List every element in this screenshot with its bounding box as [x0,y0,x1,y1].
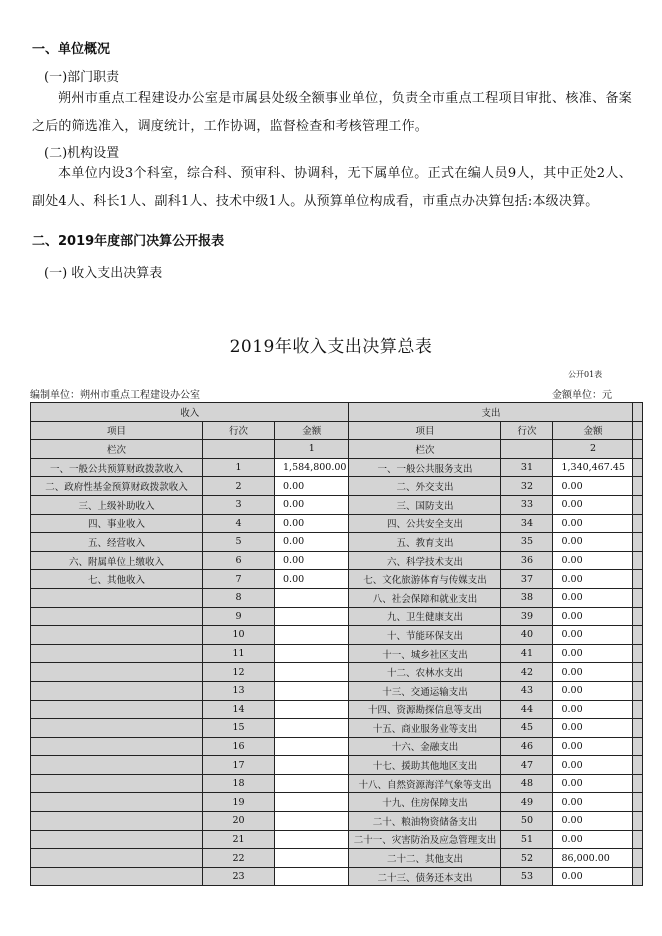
expense-item-cell: 七、文化旅游体育与传媒支出 [349,570,501,589]
edge-cell [633,774,643,793]
income-item-cell [31,719,203,738]
expense-line-cell: 42 [501,663,553,682]
expense-item-cell: 十七、援助其他地区支出 [349,756,501,775]
edge-cell [633,440,643,459]
income-item-cell [31,867,203,886]
edge-cell [633,403,643,422]
expense-item-cell: 五、教育支出 [349,533,501,552]
income-line-cell: 8 [203,588,275,607]
edge-cell [633,458,643,477]
expense-header: 支出 [349,403,633,422]
expense-amount-cell: 0.00 [553,663,633,682]
income-expense-subheading: (一) 收入支出决算表 [44,266,163,281]
income-expense-table [30,402,643,886]
income-amount-cell [275,700,349,719]
edge-cell [633,495,643,514]
expense-line-cell: 38 [501,588,553,607]
expense-amount-cell: 0.00 [553,588,633,607]
expense-amount-cell: 0.00 [553,514,633,533]
expense-item-cell: 二、外交支出 [349,477,501,496]
income-line-cell: 15 [203,719,275,738]
expense-line-cell: 50 [501,812,553,831]
edge-cell [633,421,643,440]
income-item-cell [31,830,203,849]
expense-line-header: 行次 [501,421,553,440]
edge-cell [633,812,643,831]
income-line-cell: 10 [203,626,275,645]
edge-cell [633,793,643,812]
expense-line-cell: 31 [501,458,553,477]
expense-amount-cell: 0.00 [553,719,633,738]
expense-item-cell: 十一、城乡社区支出 [349,644,501,663]
expense-item-header: 项目 [349,421,501,440]
expense-amount-cell: 0.00 [553,867,633,886]
edge-cell [633,681,643,700]
expense-lanci-number: 2 [553,440,633,459]
table-row [31,533,643,552]
edge-cell [633,719,643,738]
income-item-cell [31,793,203,812]
duties-subheading: (一)部门职责 [44,70,120,85]
income-line-cell: 18 [203,774,275,793]
expense-amount-cell: 0.00 [553,793,633,812]
income-line-header: 行次 [203,421,275,440]
income-lanci-label: 栏次 [31,440,203,459]
expense-item-cell: 十九、住房保障支出 [349,793,501,812]
expense-amount-cell: 0.00 [553,830,633,849]
income-item-cell: 一、一般公共预算财政拨款收入 [31,458,203,477]
edge-cell [633,867,643,886]
income-item-cell: 二、政府性基金预算财政拨款收入 [31,477,203,496]
income-item-cell: 四、事业收入 [31,514,203,533]
income-item-cell: 六、附属单位上缴收入 [31,551,203,570]
income-item-cell [31,663,203,682]
table-row [31,570,643,589]
expense-item-cell: 三、国防支出 [349,495,501,514]
expense-item-cell: 十八、自然资源海洋气象等支出 [349,774,501,793]
report-code: 公开01表 [568,370,603,379]
expense-amount-cell: 0.00 [553,774,633,793]
income-line-cell: 17 [203,756,275,775]
income-amount-cell [275,663,349,682]
expense-item-cell: 二十、粮油物资储备支出 [349,812,501,831]
expense-amount-cell: 0.00 [553,812,633,831]
expense-amount-cell: 0.00 [553,551,633,570]
income-amount-cell: 0.00 [275,477,349,496]
edge-cell [633,588,643,607]
income-amount-cell [275,588,349,607]
expense-line-cell: 48 [501,774,553,793]
expense-line-cell: 49 [501,793,553,812]
income-amount-cell: 0.00 [275,570,349,589]
currency-unit: 金额单位：元 [552,390,612,401]
income-amount-cell [275,849,349,868]
table-row [31,663,643,682]
income-amount-cell [275,737,349,756]
income-line-cell: 20 [203,812,275,831]
income-line-cell: 2 [203,477,275,496]
expense-amount-cell: 0.00 [553,681,633,700]
table-row [31,756,643,775]
income-lanci-blank [203,440,275,459]
income-line-cell: 4 [203,514,275,533]
income-amount-cell [275,681,349,700]
expense-item-cell: 九、卫生健康支出 [349,607,501,626]
expense-item-cell: 十五、商业服务业等支出 [349,719,501,738]
table-row [31,737,643,756]
expense-line-cell: 34 [501,514,553,533]
edge-cell [633,514,643,533]
income-line-cell: 11 [203,644,275,663]
section-2-heading: 二、2019年度部门决算公开报表 [32,234,225,249]
expense-amount-cell: 0.00 [553,477,633,496]
expense-amount-cell: 0.00 [553,737,633,756]
expense-amount-cell: 0.00 [553,495,633,514]
edge-cell [633,849,643,868]
expense-line-cell: 51 [501,830,553,849]
income-line-cell: 22 [203,849,275,868]
income-item-cell [31,700,203,719]
expense-amount-cell: 0.00 [553,607,633,626]
income-line-cell: 1 [203,458,275,477]
income-amount-cell [275,830,349,849]
income-item-header: 项目 [31,421,203,440]
expense-line-cell: 43 [501,681,553,700]
expense-line-cell: 36 [501,551,553,570]
income-amount-cell: 0.00 [275,514,349,533]
organization-subheading: (二)机构设置 [44,146,120,161]
table-row [31,774,643,793]
expense-amount-cell: 1,340,467.45 [553,458,633,477]
table-row [31,793,643,812]
expense-item-cell: 二十三、债务还本支出 [349,867,501,886]
expense-item-cell: 十六、金融支出 [349,737,501,756]
income-line-cell: 12 [203,663,275,682]
edge-cell [633,700,643,719]
edge-cell [633,607,643,626]
table-row [31,477,643,496]
income-line-cell: 3 [203,495,275,514]
expense-line-cell: 33 [501,495,553,514]
expense-amount-cell: 0.00 [553,644,633,663]
income-amount-cell: 0.00 [275,495,349,514]
expense-line-cell: 32 [501,477,553,496]
table-row [31,607,643,626]
income-amount-cell [275,626,349,645]
income-item-cell: 五、经营收入 [31,533,203,552]
edge-cell [633,477,643,496]
expense-item-cell: 二十二、其他支出 [349,849,501,868]
expense-line-cell: 35 [501,533,553,552]
income-line-cell: 14 [203,700,275,719]
income-item-cell [31,681,203,700]
edge-cell [633,570,643,589]
table-row [31,719,643,738]
table-row [31,588,643,607]
income-item-cell [31,737,203,756]
table-row [31,514,643,533]
report-title: 2019年收入支出决算总表 [229,337,433,357]
expense-line-cell: 53 [501,867,553,886]
expense-item-cell: 十、节能环保支出 [349,626,501,645]
expense-amount-cell: 0.00 [553,533,633,552]
income-item-cell [31,849,203,868]
income-item-cell: 七、其他收入 [31,570,203,589]
edge-cell [633,830,643,849]
expense-line-cell: 52 [501,849,553,868]
income-item-cell [31,756,203,775]
expense-line-cell: 44 [501,700,553,719]
income-amount-cell [275,774,349,793]
income-item-cell [31,774,203,793]
expense-line-cell: 45 [501,719,553,738]
edge-cell [633,644,643,663]
expense-line-cell: 41 [501,644,553,663]
edge-cell [633,756,643,775]
income-amount-cell: 1,584,800.00 [275,458,349,477]
table-row [31,551,643,570]
expense-item-cell: 十三、交通运输支出 [349,681,501,700]
income-line-cell: 5 [203,533,275,552]
table-row [31,681,643,700]
table-row [31,867,643,886]
income-line-cell: 9 [203,607,275,626]
income-item-cell [31,626,203,645]
income-item-cell [31,607,203,626]
expense-amount-cell: 0.00 [553,570,633,589]
income-amount-header: 金额 [275,421,349,440]
expense-line-cell: 39 [501,607,553,626]
organization-paragraph: 本单位内设3个科室，综合科、预审科、协调科，无下属单位。正式在编人员9人，其中正处2人、副处4人、科长1人、副科1人、技术中级1人。从预算单位构成看，市重点办决算包括:本级决算。 [32,166,632,209]
income-amount-cell [275,644,349,663]
compiling-unit: 编制单位：朔州市重点工程建设办公室 [30,390,200,401]
section-1-heading: 一、单位概况 [32,42,111,57]
income-line-cell: 13 [203,681,275,700]
table-row [31,700,643,719]
expense-item-cell: 四、公共安全支出 [349,514,501,533]
table-row [31,626,643,645]
income-amount-cell: 0.00 [275,533,349,552]
expense-amount-header: 金额 [553,421,633,440]
expense-amount-cell: 0.00 [553,626,633,645]
edge-cell [633,626,643,645]
income-line-cell: 6 [203,551,275,570]
expense-item-cell: 十四、资源勘探信息等支出 [349,700,501,719]
income-line-cell: 19 [203,793,275,812]
income-amount-cell [275,719,349,738]
expense-amount-cell: 86,000.00 [553,849,633,868]
income-item-cell [31,812,203,831]
table-row [31,849,643,868]
income-header: 收入 [31,403,349,422]
table-row [31,644,643,663]
income-amount-cell [275,867,349,886]
duties-paragraph: 朔州市重点工程建设办公室是市属县处级全额事业单位，负责全市重点工程项目审批、核准、备案之后的筛选准入，调度统计，工作协调，监督检查和考核管理工作。 [32,91,632,134]
table-row [31,830,643,849]
edge-cell [633,551,643,570]
expense-lanci-blank [501,440,553,459]
income-amount-cell: 0.00 [275,551,349,570]
income-amount-cell [275,812,349,831]
expense-line-cell: 37 [501,570,553,589]
income-lanci-number: 1 [275,440,349,459]
income-amount-cell [275,607,349,626]
expense-line-cell: 47 [501,756,553,775]
expense-amount-cell: 0.00 [553,700,633,719]
income-item-cell [31,588,203,607]
expense-amount-cell: 0.00 [553,756,633,775]
income-line-cell: 16 [203,737,275,756]
income-item-cell: 三、上级补助收入 [31,495,203,514]
expense-lanci-label: 栏次 [349,440,501,459]
income-amount-cell [275,793,349,812]
edge-cell [633,737,643,756]
income-item-cell [31,644,203,663]
income-line-cell: 21 [203,830,275,849]
expense-item-cell: 二十一、灾害防治及应急管理支出 [349,830,501,849]
expense-item-cell: 一、一般公共服务支出 [349,458,501,477]
expense-item-cell: 六、科学技术支出 [349,551,501,570]
expense-item-cell: 十二、农林水支出 [349,663,501,682]
table-row [31,495,643,514]
table-row [31,812,643,831]
expense-line-cell: 46 [501,737,553,756]
income-line-cell: 7 [203,570,275,589]
expense-line-cell: 40 [501,626,553,645]
expense-item-cell: 八、社会保障和就业支出 [349,588,501,607]
income-line-cell: 23 [203,867,275,886]
income-amount-cell [275,756,349,775]
edge-cell [633,663,643,682]
table-row [31,458,643,477]
edge-cell [633,533,643,552]
